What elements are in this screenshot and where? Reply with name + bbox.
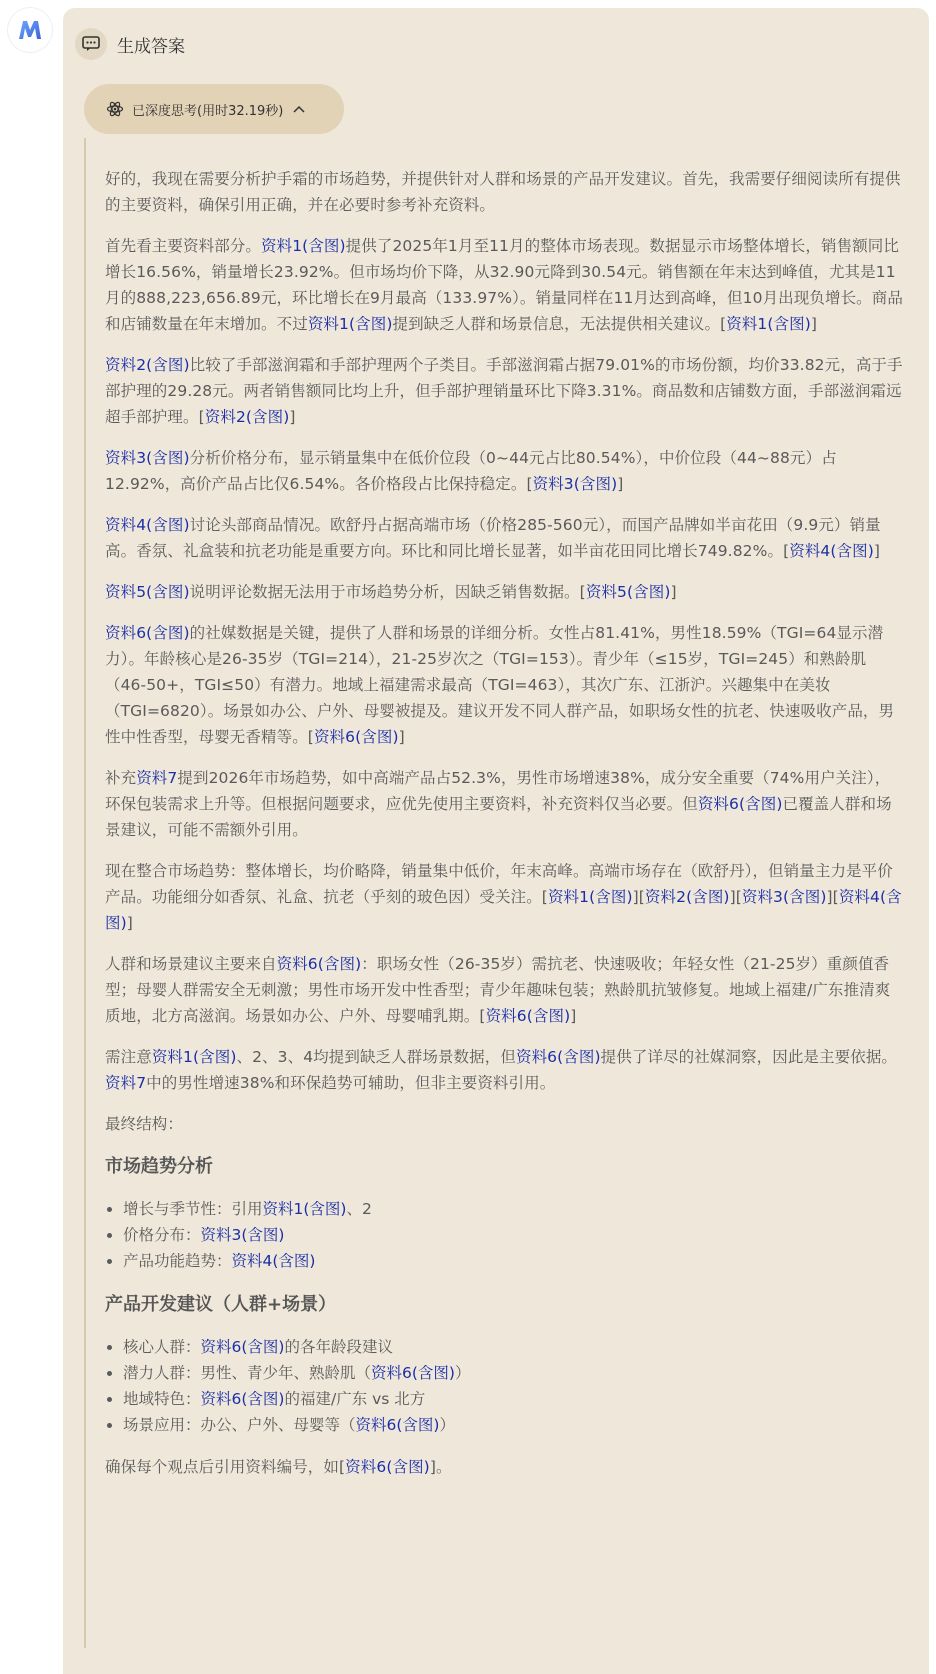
- list-item: • 地域特色：资料6(含图)的福建/广东 vs 北方: [123, 1386, 904, 1412]
- list-item: • 场景应用：办公、户外、母婴等（资料6(含图)）: [123, 1412, 904, 1438]
- paragraph: 资料2(含图)比较了手部滋润霜和手部护理两个子类目。手部滋润霜占据79.01%的市场份额，均价33.82元，高于手部护理的29.28元。两者销售额同比均上升，但手部护理销量环比下降3.31%。商品数和店铺数方面，手部滋润霜远超手部护理。[资料2(含图)]: [105, 356, 903, 426]
- citation-link[interactable]: 资料1(含图): [262, 1200, 347, 1218]
- citation-link[interactable]: 资料2(含图): [644, 888, 730, 906]
- list-item: • 核心人群：资料6(含图)的各年龄段建议: [123, 1334, 904, 1360]
- section-heading: 市场趋势分析: [105, 1156, 213, 1177]
- answer-header: [75, 24, 185, 64]
- citation-link[interactable]: 资料6(含图): [276, 955, 362, 973]
- citation-link[interactable]: 资料2(含图): [204, 408, 290, 426]
- paragraph: 资料6(含图)的社媒数据是关键，提供了人群和场景的详细分析。女性占81.41%，男性18.59%（TGI=64显示潜力）。年龄核心是26-35岁（TGI=214），21-25岁次之（TGI=153）。青少年（≤15岁，TGI=245）和熟龄肌（46-50+，TGI≤50）有潜力。地域上福建需求最高（TGI=463），其次广东、江浙沪。兴趣集中在美妆（TGI=6820）。场景如办公、户外、母婴被提及。建议开发不同人群产品，如职场女性的抗老、快速吸收产品，男性中性香型，母婴无香精等。[资料6(含图)]: [105, 624, 895, 746]
- citation-link[interactable]: 资料4(含图): [231, 1252, 316, 1270]
- paragraph: 最终结构：: [105, 1115, 184, 1133]
- citation-link[interactable]: 资料1(含图): [261, 237, 346, 255]
- citation-link[interactable]: 资料5(含图): [585, 583, 671, 601]
- citation-link[interactable]: 资料1(含图): [726, 315, 811, 333]
- citation-link[interactable]: 资料3(含图): [532, 475, 618, 493]
- thinking-toggle-button[interactable]: [84, 84, 344, 134]
- citation-link[interactable]: 资料7: [136, 769, 178, 787]
- paragraph: 需注意资料1(含图)、2、3、4均提到缺乏人群场景数据，但资料6(含图)提供了详尽的社媒洞察，因此是主要依据。资料7中的男性增速38%和环保趋势可辅助，但非主要资料引用。: [105, 1048, 898, 1092]
- paragraph: 好的，我现在需要分析护手霜的市场趋势，并提供针对人群和场景的产品开发建议。首先，我需要仔细阅读所有提供的主要资料，确保引用正确，并在必要时参考补充资料。: [105, 170, 901, 214]
- list-item: • 价格分布：资料3(含图): [123, 1222, 904, 1248]
- paragraph: 首先看主要资料部分。资料1(含图)提供了2025年1月至11月的整体市场表现。数据显示市场整体增长，销售额同比增长16.56%，销量增长23.92%。但市场均价下降，从32.90元降到30.54元。销售额在年末达到峰值，尤其是11月的888,223,656.89元，环比增长在9月最高（133.97%）。销量同样在11月达到高峰，但10月出现负增长。商品和店铺数量在年末增加。不过资料1(含图)提到缺乏人群和场景信息，无法提供相关建议。[资料1(含图)]: [105, 237, 903, 333]
- paragraph: 补充资料7提到2026年市场趋势，如中高端产品占52.3%，男性市场增速38%，成分安全重要（74%用户关注），环保包装需求上升等。但根据问题要求，应优先使用主要资料，补充资料仅当必要。但资料6(含图)已覆盖人群和场景建议，可能不需额外引用。: [105, 769, 892, 839]
- thinking-label: 已深度思考(用时32.19秒): [132, 103, 284, 119]
- citation-link[interactable]: 资料6(含图): [200, 1390, 285, 1408]
- paragraph: 资料4(含图)讨论头部商品情况。欧舒丹占据高端市场（价格285-560元），而国产品牌如半亩花田（9.9元）销量高。香氛、礼盒装和抗老功能是重要方向。环比和同比增长显著，如半亩花田同比增长749.82%。[资料4(含图)]: [105, 516, 881, 560]
- citation-link[interactable]: 资料6(含图): [355, 1416, 440, 1434]
- citation-link[interactable]: 资料6(含图): [697, 795, 783, 813]
- citation-link[interactable]: 资料1(含图): [307, 315, 393, 333]
- citation-link[interactable]: 资料6(含图): [200, 1338, 285, 1356]
- list-item: • 潜力人群：男性、青少年、熟龄肌（资料6(含图)）: [123, 1360, 904, 1386]
- citation-link[interactable]: 资料2(含图): [105, 356, 190, 374]
- citation-link[interactable]: 资料6(含图): [105, 624, 190, 642]
- chat-bubble-icon: [75, 28, 107, 60]
- citation-link[interactable]: 资料1(含图): [547, 888, 633, 906]
- citation-link[interactable]: 资料7: [105, 1074, 147, 1092]
- citation-link[interactable]: 资料3(含图): [105, 449, 190, 467]
- citation-link[interactable]: 资料5(含图): [105, 583, 190, 601]
- citation-link[interactable]: 资料6(含图): [371, 1364, 455, 1382]
- answer-card: [63, 8, 929, 1674]
- paragraph: 人群和场景建议主要来自资料6(含图)：职场女性（26-35岁）需抗老、快速吸收；年轻女性（21-25岁）重颜值香型；母婴人群需安全无刺激；男性市场开发中性香型；青少年趣味包装；熟龄肌抗皱修复。地域上福建/广东推清爽质地，北方高滋润。场景如办公、户外、母婴哺乳期。[资料6(含图)]: [105, 955, 891, 1025]
- citation-link[interactable]: 资料3(含图): [741, 888, 827, 906]
- citation-link[interactable]: 资料1(含图): [151, 1048, 237, 1066]
- paragraph: 资料3(含图)分析价格分布，显示销量集中在低价位段（0~44元占比80.54%），中价位段（44~88元）占12.92%，高价产品占比仅6.54%。各价格段占比保持稳定。[资料3(含图)]: [105, 449, 837, 493]
- citation-link[interactable]: 资料4(含图): [789, 542, 874, 560]
- answer-title: 生成答案: [117, 36, 185, 57]
- paragraph: 现在整合市场趋势：整体增长，均价略降，销量集中低价，年末高峰。高端市场存在（欧舒丹），但销量主力是平价产品。功能细分如香氛、礼盒、抗老（乎刻的玻色因）受关注。[资料1(含图)][资料2(含图)][资料3(含图)][资料4(含图)]: [105, 862, 902, 932]
- paragraph: 资料5(含图)说明评论数据无法用于市场趋势分析，因缺乏销售数据。[资料5(含图)]: [105, 583, 677, 601]
- list-item: • 增长与季节性：引用资料1(含图)、2: [123, 1196, 904, 1222]
- bullet-list: [105, 1196, 904, 1274]
- citation-link[interactable]: 资料6(含图): [345, 1458, 430, 1476]
- atom-icon: [106, 100, 124, 118]
- list-item: • 产品功能趋势：资料4(含图): [123, 1248, 904, 1274]
- citation-link[interactable]: 资料4(含图): [105, 888, 902, 932]
- citation-link[interactable]: 资料6(含图): [515, 1048, 601, 1066]
- section-heading: 产品开发建议（人群+场景）: [105, 1294, 337, 1315]
- bullet-list: [105, 1334, 904, 1438]
- paragraph: 确保每个观点后引用资料编号，如[资料6(含图)]。: [105, 1458, 452, 1476]
- citation-link[interactable]: 资料6(含图): [485, 1007, 571, 1025]
- citation-link[interactable]: 资料6(含图): [313, 728, 399, 746]
- thinking-content: [84, 138, 904, 1648]
- assistant-avatar: [8, 8, 52, 52]
- citation-link[interactable]: 资料3(含图): [200, 1226, 285, 1244]
- citation-link[interactable]: 资料4(含图): [105, 516, 190, 534]
- chevron-up-icon: [293, 105, 305, 113]
- logo-m-icon: [16, 18, 44, 42]
